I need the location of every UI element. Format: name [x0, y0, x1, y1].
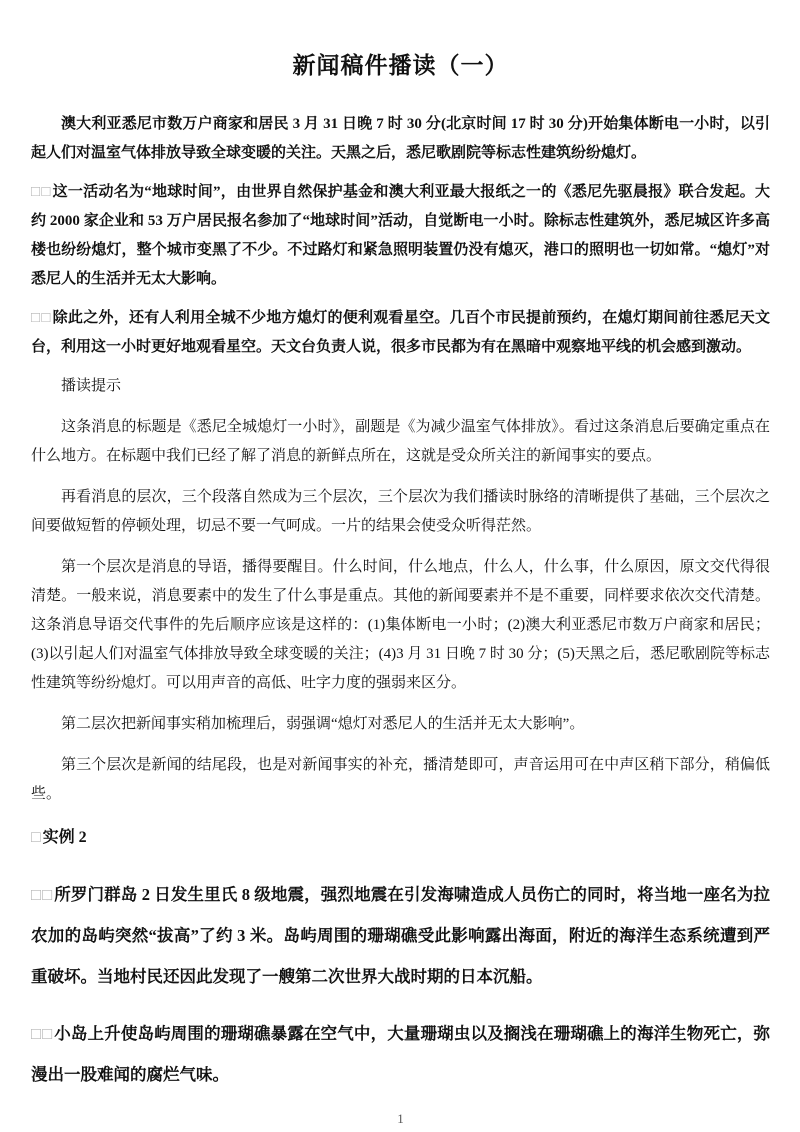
page-footer [31, 1111, 770, 1127]
example-paragraph-1-text: 所罗门群岛 2 日发生里氏 8 级地震，强烈地震在引发海啸造成人员伤亡的同时，将当地一座名为拉农加的岛屿突然“拔高”了约 3 米。岛屿周围的珊瑚礁受此影响露出海面，附近的海洋生态系统遭到严重破坏。当地村民还因此发现了一艘第二次世界大战时期的日本沉船。 [31, 885, 770, 986]
reading-tips-heading: 播读提示 [61, 378, 122, 394]
example-2-section [31, 823, 770, 1095]
missing-glyph-marker: □ [31, 829, 42, 846]
example-paragraph-2-text: 小岛上升使岛屿周围的珊瑚礁暴露在空气中，大量珊瑚虫以及搁浅在珊瑚礁上的海洋生物死亡，弥漫出一股难闻的腐烂气味。 [31, 1024, 770, 1084]
example-paragraph-1 [31, 874, 770, 997]
tips-paragraph-3: 第一个层次是消息的导语，播得要醒目。什么时间，什么地点，什么人，什么事，什么原因，原文交代得很清楚。一般来说，消息要素中的发生了什么事是重点。其他的新闻要素并不是不重要，同样要求依次交代清楚。这条消息导语交代事件的先后顺序应该是这样的：(1)集体断电一小时；(2)澳大利亚悉尼市数万户商家和居民；(3)以引起人们对温室气体排放导致全球变暖的关注；(4)3 月 31 日晚 7 时 30 分；(5)天黑之后，悉尼歌剧院等标志性建筑等纷纷熄灯。可以用声音的高低、吐字力度的强弱来区分。 [31, 559, 770, 691]
missing-glyph-marker: □□ [31, 184, 52, 200]
tips-paragraph-2: 再看消息的层次，三个段落自然成为三个层次，三个层次为我们播读时脉络的清晰提供了基础，三个层次之间要做短暂的停顿处理，切忌不要一气呵成。一片的结果会使受众听得茫然。 [31, 489, 770, 534]
news-paragraph-2-text: 这一活动名为“地球时间”，由世界自然保护基金和澳大利亚最大报纸之一的《悉尼先驱晨报》联合发起。大约 2000 家企业和 53 万户居民报名参加了“地球时间”活动，自觉断电一小时。除标志性建筑外，悉尼城区许多高楼也纷纷熄灯，整个城市变黑了不少。不过路灯和紧急照明装置仍没有熄灭，港口的照明也一切如常。“熄灯”对悉尼人的生活并无太大影响。 [31, 184, 770, 287]
news-article-section [31, 110, 770, 362]
news-paragraph-3-text: 除此之外，还有人利用全城不少地方熄灯的便利观看星空。几百个市民提前预约，在熄灯期间前往悉尼天文台，利用这一小时更好地观看星空。天文台负责人说，很多市民都为有在黑暗中观察地平线的机会感到激动。 [31, 310, 770, 355]
tips-paragraph-5: 第三个层次是新闻的结尾段，也是对新闻事实的补充，播清楚即可，声音运用可在中声区稍下部分，稍偏低些。 [31, 757, 770, 802]
news-paragraph-2 [31, 178, 770, 294]
page-number: 1 [397, 1111, 404, 1126]
missing-glyph-marker: □□ [31, 885, 54, 904]
page-title: 新闻稿件播读（一） [292, 53, 509, 78]
tips-paragraph-4: 第二层次把新闻事实稍加梳理后，弱强调“熄灯对悉尼人的生活并无太大影响”。 [61, 716, 585, 732]
missing-glyph-marker: □□ [31, 1024, 54, 1043]
example-2-heading [31, 823, 770, 852]
news-paragraph-1: 澳大利亚悉尼市数万户商家和居民 3 月 31 日晚 7 时 30 分(北京时间 17 时 30 分)开始集体断电一小时，以引起人们对温室气体排放导致全球变暖的关注。天黑之后，悉尼歌剧院等标志性建筑纷纷熄灯。 [31, 116, 770, 161]
reading-tips-section [31, 372, 770, 809]
tips-paragraph-1: 这条消息的标题是《悉尼全城熄灯一小时》，副题是《为减少温室气体排放》。看过这条消息后要确定重点在什么地方。在标题中我们已经了解了消息的新鲜点所在，这就是受众所关注的新闻事实的要点。 [31, 419, 770, 464]
example-paragraph-2 [31, 1013, 770, 1095]
missing-glyph-marker: □□ [31, 310, 52, 326]
example-2-heading-text: 实例 2 [42, 829, 87, 846]
news-paragraph-3 [31, 304, 770, 362]
